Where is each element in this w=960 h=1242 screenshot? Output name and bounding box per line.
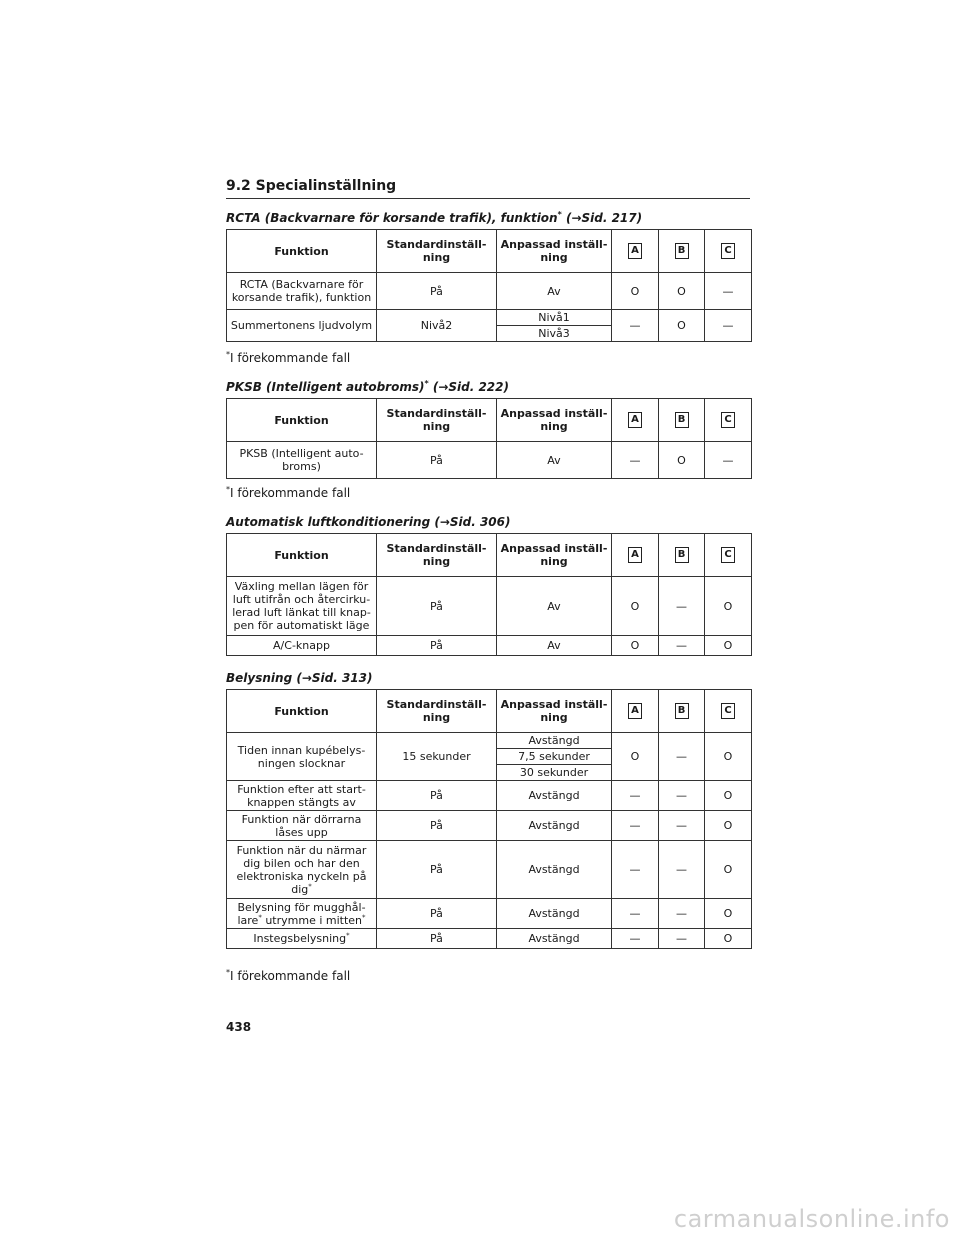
chapter-heading: 9.2 Specialinställning <box>226 178 750 199</box>
table-row <box>227 733 752 749</box>
cell-b: — <box>659 929 705 949</box>
table-row <box>227 929 752 949</box>
section-title-rcta <box>226 210 750 225</box>
cell-standard: 15 sekunder <box>377 733 497 781</box>
header-b <box>659 690 705 733</box>
cell-funktion: A/C-knapp <box>227 636 377 656</box>
cell-a: O <box>612 273 659 310</box>
badge-c-icon: C <box>721 547 735 563</box>
cell-funktion: Växling mellan lägen för luft utifrån och återcirku-lerad luft länkat till knap-pen för automatiskt läge <box>227 577 377 636</box>
cell-funktion <box>227 899 377 929</box>
section-title-text: PKSB (Intelligent autobroms) <box>226 380 425 394</box>
cell-c: O <box>705 841 752 899</box>
cell-anpassad: Nivå3 <box>497 326 612 342</box>
footnote-marker: * <box>362 912 366 921</box>
cell-anpassad: Avstängd <box>497 781 612 811</box>
header-c <box>705 399 752 442</box>
footnote <box>226 485 350 500</box>
table-row <box>227 442 752 479</box>
cell-b: O <box>659 273 705 310</box>
footnote-text: I förekommande fall <box>230 969 351 983</box>
cell-c: O <box>705 577 752 636</box>
header-a <box>612 399 659 442</box>
header-a <box>612 534 659 577</box>
cell-c: — <box>705 310 752 342</box>
cell-b: O <box>659 442 705 479</box>
table-rcta <box>226 229 752 342</box>
header-anpassad: Anpassad inställ-ning <box>497 690 612 733</box>
table-header-row <box>227 230 752 273</box>
cell-funktion <box>227 841 377 899</box>
cell-funktion-text: utrymme i mitten <box>261 913 363 927</box>
header-standard: Standardinställ-ning <box>377 690 497 733</box>
cell-standard: På <box>377 273 497 310</box>
cell-anpassad: Av <box>497 273 612 310</box>
watermark: carmanualsonline.info <box>673 1205 950 1233</box>
header-anpassad: Anpassad inställ-ning <box>497 399 612 442</box>
cell-standard: På <box>377 811 497 841</box>
cell-a: — <box>612 781 659 811</box>
header-funktion: Funktion <box>227 399 377 442</box>
cell-c: — <box>705 273 752 310</box>
cell-anpassad: 7,5 sekunder <box>497 749 612 765</box>
badge-a-icon: A <box>628 703 642 719</box>
header-b <box>659 534 705 577</box>
cell-a: — <box>612 310 659 342</box>
footnote-marker: * <box>557 210 562 219</box>
cell-a: O <box>612 577 659 636</box>
table-row <box>227 841 752 899</box>
cell-c: O <box>705 899 752 929</box>
cell-a: — <box>612 899 659 929</box>
badge-c-icon: C <box>721 703 735 719</box>
table-row <box>227 310 752 326</box>
table-ac <box>226 533 752 656</box>
footnote-text: I förekommande fall <box>230 486 351 500</box>
footnote-marker: * <box>226 350 230 359</box>
cell-standard: På <box>377 841 497 899</box>
cell-b: O <box>659 310 705 342</box>
cell-funktion: RCTA (Backvarnare för korsande trafik), funktion <box>227 273 377 310</box>
header-c <box>705 534 752 577</box>
cell-anpassad: Avstängd <box>497 841 612 899</box>
cell-anpassad: Av <box>497 442 612 479</box>
cell-anpassad: Avstängd <box>497 811 612 841</box>
footnote-marker: * <box>258 912 262 921</box>
cell-a: — <box>612 929 659 949</box>
cell-c: O <box>705 811 752 841</box>
table-row <box>227 811 752 841</box>
section-title-ac: Automatisk luftkonditionering (→Sid. 306) <box>226 515 511 529</box>
header-standard: Standardinställ-ning <box>377 534 497 577</box>
table-row <box>227 636 752 656</box>
cell-a: — <box>612 442 659 479</box>
cell-standard: På <box>377 899 497 929</box>
cell-anpassad: Avstängd <box>497 899 612 929</box>
header-c <box>705 230 752 273</box>
badge-b-icon: B <box>675 243 689 259</box>
cell-c: O <box>705 781 752 811</box>
cell-standard: Nivå2 <box>377 310 497 342</box>
header-funktion: Funktion <box>227 230 377 273</box>
footnote-marker: * <box>226 968 230 977</box>
header-standard: Standardinställ-ning <box>377 230 497 273</box>
cell-anpassad: 30 sekunder <box>497 765 612 781</box>
cell-c: — <box>705 442 752 479</box>
cell-funktion: Funktion när dörrarna låses upp <box>227 811 377 841</box>
table-row <box>227 781 752 811</box>
cell-standard: På <box>377 577 497 636</box>
cell-c: O <box>705 929 752 949</box>
cell-c: O <box>705 636 752 656</box>
table-header-row <box>227 690 752 733</box>
cell-funktion-text: Belysning för mugghål-lare <box>237 900 366 927</box>
badge-a-icon: A <box>628 547 642 563</box>
section-title-pksb <box>226 379 750 394</box>
footnote-text: I förekommande fall <box>230 351 351 365</box>
footnote-marker: * <box>308 881 312 890</box>
section-title-text: RCTA (Backvarnare för korsande trafik), funktion <box>226 211 558 225</box>
cell-b: — <box>659 636 705 656</box>
cell-a: O <box>612 636 659 656</box>
header-c <box>705 690 752 733</box>
footnote-marker: * <box>226 485 230 494</box>
table-header-row <box>227 399 752 442</box>
table-belysning <box>226 689 752 949</box>
cell-standard: På <box>377 929 497 949</box>
cell-standard: På <box>377 636 497 656</box>
cell-b: — <box>659 733 705 781</box>
cell-anpassad: Av <box>497 636 612 656</box>
cell-funktion: Summertonens ljudvolym <box>227 310 377 342</box>
section-page-ref: (→Sid. 217) <box>561 211 643 225</box>
cell-a: O <box>612 733 659 781</box>
table-row <box>227 899 752 929</box>
table-row <box>227 273 752 310</box>
table-row <box>227 577 752 636</box>
badge-c-icon: C <box>721 243 735 259</box>
cell-b: — <box>659 841 705 899</box>
header-a <box>612 230 659 273</box>
badge-a-icon: A <box>628 243 642 259</box>
cell-standard: På <box>377 442 497 479</box>
cell-funktion: PKSB (Intelligent auto-broms) <box>227 442 377 479</box>
header-standard: Standardinställ-ning <box>377 399 497 442</box>
section-title-belysning: Belysning (→Sid. 313) <box>226 671 373 685</box>
badge-a-icon: A <box>628 412 642 428</box>
badge-b-icon: B <box>675 412 689 428</box>
cell-funktion: Funktion efter att start-knappen stängts av <box>227 781 377 811</box>
page-number: 438 <box>226 1020 252 1034</box>
header-funktion: Funktion <box>227 534 377 577</box>
badge-b-icon: B <box>675 703 689 719</box>
table-pksb <box>226 398 752 479</box>
cell-b: — <box>659 577 705 636</box>
header-a <box>612 690 659 733</box>
cell-a: — <box>612 811 659 841</box>
header-funktion: Funktion <box>227 690 377 733</box>
cell-anpassad: Avstängd <box>497 733 612 749</box>
footnote <box>226 968 350 983</box>
cell-b: — <box>659 781 705 811</box>
cell-standard: På <box>377 781 497 811</box>
footnote-marker: * <box>346 931 350 940</box>
cell-anpassad: Avstängd <box>497 929 612 949</box>
table-header-row <box>227 534 752 577</box>
footnote-marker: * <box>424 379 429 388</box>
cell-funktion-text: Instegsbelysning <box>253 932 347 945</box>
header-anpassad: Anpassad inställ-ning <box>497 534 612 577</box>
footnote <box>226 350 350 365</box>
header-anpassad: Anpassad inställ-ning <box>497 230 612 273</box>
cell-anpassad: Av <box>497 577 612 636</box>
header-b <box>659 399 705 442</box>
header-b <box>659 230 705 273</box>
cell-funktion <box>227 929 377 949</box>
cell-funktion-text: Funktion när du närmar dig bilen och har den elektroniska nyckeln på dig <box>236 843 367 896</box>
cell-c: O <box>705 733 752 781</box>
section-page-ref: (→Sid. 222) <box>428 380 509 394</box>
cell-b: — <box>659 899 705 929</box>
cell-anpassad: Nivå1 <box>497 310 612 326</box>
cell-funktion: Tiden innan kupébelys-ningen slocknar <box>227 733 377 781</box>
cell-b: — <box>659 811 705 841</box>
badge-c-icon: C <box>721 412 735 428</box>
badge-b-icon: B <box>675 547 689 563</box>
cell-a: — <box>612 841 659 899</box>
